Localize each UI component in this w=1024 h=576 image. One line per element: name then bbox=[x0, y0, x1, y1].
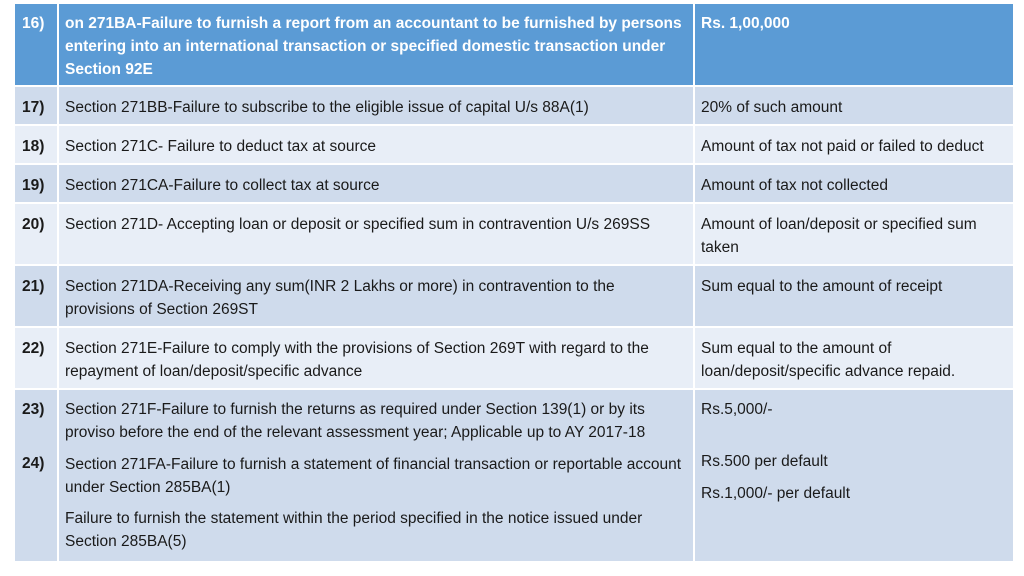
penalty-cell: 20% of such amount bbox=[695, 87, 1013, 126]
penalty-text: Rs.1,000/- per default bbox=[701, 485, 851, 502]
row-number: 21) bbox=[15, 266, 59, 328]
row-number: 24) bbox=[22, 455, 45, 472]
row-number-group bbox=[15, 390, 59, 563]
row-number: 16) bbox=[15, 4, 59, 87]
row-number: 17) bbox=[15, 87, 59, 126]
provision-text: Section 271FA-Failure to furnish a statement of financial transaction or reportable account under Section 285BA(1) bbox=[65, 456, 682, 496]
penalty-text: Rs.500 per default bbox=[701, 453, 828, 470]
row-number: 20) bbox=[15, 204, 59, 266]
provision-cell: Section 271D- Accepting loan or deposit or specified sum in contravention U/s 269SS bbox=[59, 204, 695, 266]
table-row bbox=[15, 126, 1013, 165]
provision-text: Failure to furnish the statement within the period specified in the notice issued under Section 285BA(5) bbox=[65, 510, 643, 550]
penalty-cell: Amount of loan/deposit or specified sum taken bbox=[695, 204, 1013, 266]
provision-cell: Section 271E-Failure to comply with the provisions of Section 269T with regard to the repayment of loan/deposit/specific advance bbox=[59, 328, 695, 390]
table-row bbox=[15, 4, 1013, 87]
table-row bbox=[15, 165, 1013, 204]
penalty-cell: Amount of tax not collected bbox=[695, 165, 1013, 204]
provision-cell: on 271BA-Failure to furnish a report from an accountant to be furnished by persons entering into an international transaction or specified domestic transaction under Section 92E bbox=[59, 4, 695, 87]
provision-cell: Section 271CA-Failure to collect tax at source bbox=[59, 165, 695, 204]
penalty-cell: Rs. 1,00,000 bbox=[695, 4, 1013, 87]
table-row bbox=[15, 390, 1013, 563]
table-row bbox=[15, 204, 1013, 266]
penalty-cell: Amount of tax not paid or failed to deduct bbox=[695, 126, 1013, 165]
penalty-cell: Sum equal to the amount of loan/deposit/specific advance repaid. bbox=[695, 328, 1013, 390]
table-row bbox=[15, 87, 1013, 126]
row-number: 18) bbox=[15, 126, 59, 165]
provision-cell: Section 271DA-Receiving any sum(INR 2 Lakhs or more) in contravention to the provisions of Section 269ST bbox=[59, 266, 695, 328]
table-row bbox=[15, 328, 1013, 390]
row-number: 23) bbox=[22, 401, 45, 418]
penalty-table bbox=[15, 4, 1013, 563]
penalty-text: Rs.5,000/- bbox=[701, 401, 773, 418]
table-row bbox=[15, 266, 1013, 328]
row-number: 22) bbox=[15, 328, 59, 390]
provision-cell: Section 271BB-Failure to subscribe to the eligible issue of capital U/s 88A(1) bbox=[59, 87, 695, 126]
provision-text: Section 271F-Failure to furnish the returns as required under Section 139(1) or by its proviso before the end of the relevant assessment year; Applicable up to AY 2017-18 bbox=[65, 401, 646, 441]
row-number: 19) bbox=[15, 165, 59, 204]
provision-cell: Section 271C- Failure to deduct tax at source bbox=[59, 126, 695, 165]
provision-cell-group bbox=[59, 390, 695, 563]
penalty-cell-group bbox=[695, 390, 1013, 563]
penalty-cell: Sum equal to the amount of receipt bbox=[695, 266, 1013, 328]
